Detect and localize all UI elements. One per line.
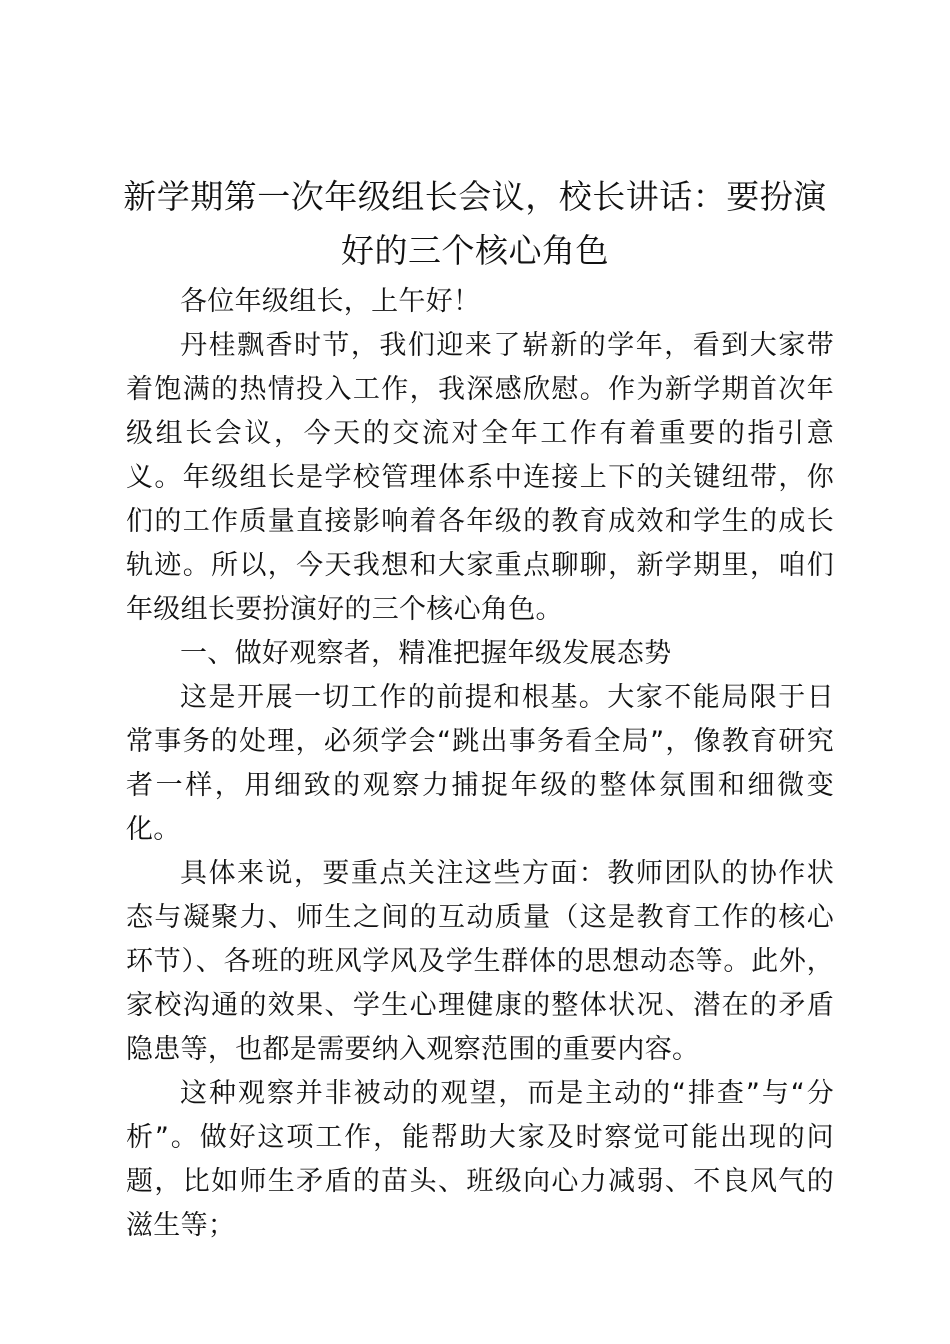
- document-title: 新学期第一次年级组长会议，校长讲话：要扮演好的三个核心角色: [123, 177, 827, 270]
- body-paragraph: 这种观察并非被动的观望，而是主动的“排查”与“分析”。做好这项工作，能帮助大家及时察觉可能出现的问题，比如师生矛盾的苗头、班级向心力减弱、不良风气的滋生等；: [126, 1078, 834, 1241]
- intro-paragraph: 丹桂飘香时节，我们迎来了崭新的学年，看到大家带着饱满的热情投入工作，我深感欣慰。作为新学期首次年级组长会议，今天的交流对全年工作有着重要的指引意义。年级组长是学校管理体系中连接上下的关键纽带，你们的工作质量直接影响着各年级的教育成效和学生的成长轨迹。所以，今天我想和大家重点聊聊，新学期里，咱们年级组长要扮演好的三个核心角色。: [126, 330, 834, 625]
- document-body: [126, 280, 834, 1248]
- body-paragraph: 这是开展一切工作的前提和根基。大家不能局限于日常事务的处理，必须学会“跳出事务看全局”，像教育研究者一样，用细致的观察力捕捉年级的整体氛围和细微变化。: [126, 682, 834, 845]
- body-paragraph: 具体来说，要重点关注这些方面：教师团队的协作状态与凝聚力、师生之间的互动质量（这是教育工作的核心环节）、各班的班风学风及学生群体的思想动态等。此外，家校沟通的效果、学生心理健康的整体状况、潜在的矛盾隐患等，也都是需要纳入观察范围的重要内容。: [126, 858, 834, 1065]
- greeting-paragraph: 各位年级组长，上午好！: [180, 286, 481, 317]
- section-heading-1: 一、做好观察者，精准把握年级发展态势: [180, 638, 672, 669]
